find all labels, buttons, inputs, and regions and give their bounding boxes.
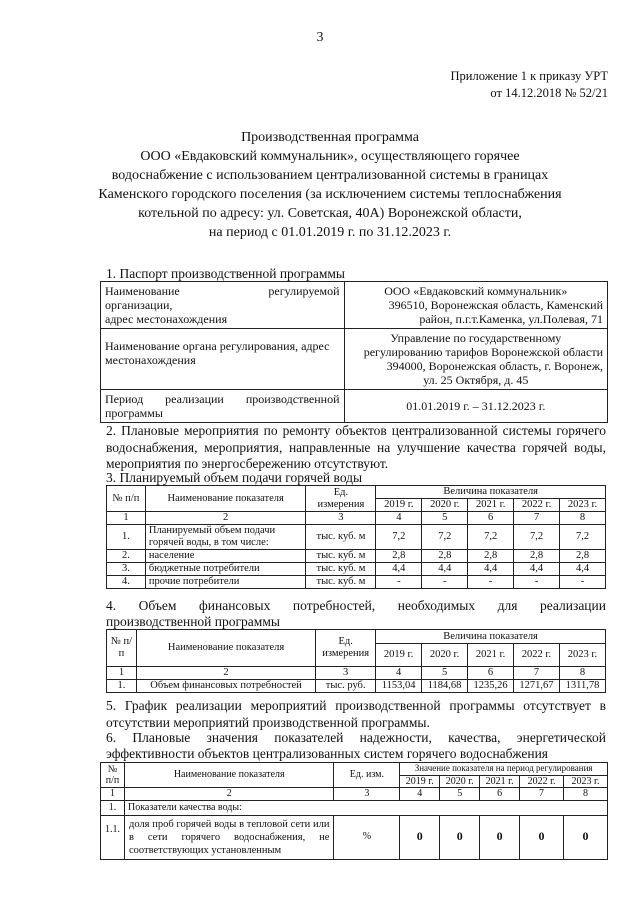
passport-period-label: Период реализации производственной программы [101, 390, 345, 423]
row-value: 0 [564, 815, 608, 859]
row-name: Планируемый объем подачи горячей воды, в том числе: [145, 525, 306, 550]
org-value-line-2: 396510, Воронежская область, Каменский [388, 298, 603, 312]
volume-colnum: 5 [422, 512, 468, 525]
title-line-6: на период с 01.01.2019 г. по 31.12.2023 г. [208, 225, 452, 240]
row-value: - [560, 576, 606, 589]
passport-org-label [101, 282, 345, 329]
row-value: 1311,78 [559, 680, 605, 693]
row-unit: тыс. куб. м [306, 525, 376, 550]
quality-year-2: 2020 г. [440, 775, 480, 788]
quality-table [100, 762, 608, 860]
volume-year-1: 2019 г. [376, 499, 422, 512]
finance-year-2: 2020 г. [422, 644, 468, 667]
quality-group-row [101, 800, 608, 815]
passport-row-organization [101, 282, 608, 329]
row-value: 1271,67 [514, 680, 560, 693]
volume-colnum: 3 [306, 512, 376, 525]
row-value: 1184,68 [422, 680, 468, 693]
row-name: население [145, 550, 306, 563]
regulator-value-line-4: ул. 25 Октября, д. 45 [423, 373, 529, 387]
row-value: 2,8 [560, 550, 606, 563]
section-3-heading: 3. Планируемый объем подачи горячей воды [106, 470, 363, 485]
appendix-reference [451, 68, 609, 102]
row-name: доля проб горячей воды в тепловой сети или в сети горячего водоснабжения, не соответствующих установленным [124, 815, 333, 859]
regulator-value-line-3: 394000, Воронежская область, г. Воронеж, [386, 359, 603, 373]
row-num: 1. [107, 525, 146, 550]
row-value: 0 [480, 815, 520, 859]
volume-year-2: 2020 г. [422, 499, 468, 512]
title-line-3: водоснабжение с использованием централизованной системы в границах [111, 168, 549, 183]
quality-colnum: 2 [124, 788, 333, 801]
passport-period-value: 01.01.2019 г. – 31.12.2023 г. [344, 390, 607, 423]
row-unit: тыс. куб. м [306, 576, 376, 589]
quality-year-4: 2022 г. [520, 775, 564, 788]
table-row [107, 525, 606, 550]
quality-colnum-row [101, 788, 608, 801]
finance-year-3: 2021 г. [468, 644, 514, 667]
volume-colnum: 6 [468, 512, 514, 525]
finance-h-num: № п/п [107, 630, 137, 667]
volume-h-num: № п/п [107, 486, 146, 512]
volume-colnum-row [107, 512, 606, 525]
quality-colnum: 5 [440, 788, 480, 801]
volume-table [106, 485, 606, 589]
finance-table [106, 629, 606, 693]
quality-h-name: Наименование показателя [124, 763, 333, 788]
row-value: 2,8 [514, 550, 560, 563]
volume-h-unit: Ед. измерения [306, 486, 376, 512]
finance-year-4: 2022 г. [514, 644, 560, 667]
row-value: 0 [400, 815, 440, 859]
quality-h-value: Значение показателя на период регулирования [400, 763, 608, 776]
row-value: - [376, 576, 422, 589]
title-line-2: ООО «Евдаковский коммунальник», осуществляющего горячее [140, 149, 520, 164]
finance-colnum: 7 [514, 667, 560, 680]
finance-colnum: 6 [468, 667, 514, 680]
page-number: 3 [316, 30, 324, 45]
row-num: 1.1. [101, 815, 125, 859]
volume-year-3: 2021 г. [468, 499, 514, 512]
row-unit: тыс. руб. [316, 680, 376, 693]
appendix-line-1: Приложение 1 к приказу УРТ [450, 69, 608, 83]
volume-year-5: 2023 г. [560, 499, 606, 512]
passport-regulator-value [344, 329, 607, 390]
finance-colnum: 5 [422, 667, 468, 680]
org-value-line-1: ООО «Евдаковский коммунальник» [384, 284, 568, 298]
row-value: 7,2 [422, 525, 468, 550]
volume-colnum: 4 [376, 512, 422, 525]
section-5-text: 5. График реализации мероприятий производственной программы отсутствует в отсутствии мероприятий производственной программы. [106, 698, 606, 730]
row-value: 7,2 [514, 525, 560, 550]
org-label-line-1: Наименование регулируемой [105, 284, 340, 298]
title-line-4: Каменского городского поселения (за исключением системы теплоснабжения [98, 187, 562, 202]
section-6-heading-line-1: 6. Плановые значения показателей надежности, качества, энергетической [106, 730, 606, 745]
volume-colnum: 2 [145, 512, 306, 525]
finance-year-1: 2019 г. [376, 644, 422, 667]
row-num: 3. [107, 563, 146, 576]
row-value: 4,4 [468, 563, 514, 576]
regulator-value-line-2: регулированию тарифов Воронежской области [363, 345, 603, 359]
table-row [107, 680, 606, 693]
row-value: 7,2 [376, 525, 422, 550]
table-row [107, 563, 606, 576]
row-value: 0 [440, 815, 480, 859]
row-value: 7,2 [560, 525, 606, 550]
volume-colnum: 8 [560, 512, 606, 525]
row-value: 0 [520, 815, 564, 859]
finance-colnum: 1 [107, 667, 137, 680]
finance-h-name: Наименование показателя [136, 630, 315, 667]
finance-colnum: 2 [136, 667, 315, 680]
org-label-line-3: адрес местонахождения [105, 312, 228, 326]
row-value: 2,8 [422, 550, 468, 563]
quality-colnum: 6 [480, 788, 520, 801]
passport-table [100, 281, 608, 423]
finance-h-value: Величина показателя [376, 630, 606, 644]
passport-row-period [101, 390, 608, 423]
row-value: 4,4 [514, 563, 560, 576]
table-row [101, 815, 608, 859]
table-row [107, 576, 606, 589]
finance-header-row-1 [107, 630, 606, 644]
row-value: 7,2 [468, 525, 514, 550]
section-2-text: 2. Плановые мероприятия по ремонту объектов централизованной системы горячего водоснабжения, мероприятия, направленные на улучшение качества горячей воды, мероприятия по энергосбережению отсутствуют. [106, 423, 606, 471]
row-value: - [514, 576, 560, 589]
volume-colnum: 1 [107, 512, 146, 525]
finance-colnum: 8 [559, 667, 605, 680]
finance-colnum: 4 [376, 667, 422, 680]
row-value: 2,8 [468, 550, 514, 563]
quality-h-num: № п/п [101, 763, 125, 788]
finance-colnum: 3 [316, 667, 376, 680]
row-unit: тыс. куб. м [306, 563, 376, 576]
group-num: 1. [101, 800, 125, 815]
volume-h-name: Наименование показателя [145, 486, 306, 512]
finance-year-5: 2023 г. [559, 644, 605, 667]
row-value: - [422, 576, 468, 589]
row-name: Объем финансовых потребностей [136, 680, 315, 693]
title-line-1: Производственная программа [241, 130, 419, 145]
passport-regulator-label: Наименование органа регулирования, адрес местонахождения [101, 329, 345, 390]
group-name: Показатели качества воды: [124, 800, 607, 815]
appendix-line-2: от 14.12.2018 № 52/21 [490, 86, 608, 100]
volume-colnum: 7 [514, 512, 560, 525]
title-line-5: котельной по адресу: ул. Советская, 40А) Воронежской области, [138, 206, 522, 221]
volume-year-4: 2022 г. [514, 499, 560, 512]
org-label-line-2: организации, [105, 298, 173, 312]
quality-h-unit: Ед. изм. [334, 763, 400, 788]
row-value: 1153,04 [376, 680, 422, 693]
quality-colnum: 3 [334, 788, 400, 801]
row-value: 4,4 [560, 563, 606, 576]
row-name: прочие потребители [145, 576, 306, 589]
quality-header-row-1 [101, 763, 608, 776]
row-num: 1. [107, 680, 137, 693]
row-value: 4,4 [376, 563, 422, 576]
quality-year-3: 2021 г. [480, 775, 520, 788]
section-6-heading-line-2: эффективности объектов централизованных систем горячего водоснабжения [106, 746, 548, 761]
volume-h-value: Величина показателя [376, 486, 606, 499]
quality-colnum: 7 [520, 788, 564, 801]
quality-colnum: 1 [101, 788, 125, 801]
section-4-heading-line-1: 4. Объем финансовых потребностей, необходимых для реализации [106, 598, 606, 613]
row-value: 4,4 [422, 563, 468, 576]
row-name: бюджетные потребители [145, 563, 306, 576]
section-1-heading: 1. Паспорт производственной программы [106, 266, 345, 281]
row-unit: % [334, 815, 400, 859]
finance-colnum-row [107, 667, 606, 680]
quality-colnum: 8 [564, 788, 608, 801]
row-value: 2,8 [376, 550, 422, 563]
quality-colnum: 4 [400, 788, 440, 801]
passport-row-regulator [101, 329, 608, 390]
regulator-value-line-1: Управление по государственному [390, 331, 562, 345]
row-value: - [468, 576, 514, 589]
row-value: 1235,26 [468, 680, 514, 693]
org-value-line-3: район, п.г.т.Каменка, ул.Полевая, 71 [419, 312, 603, 326]
section-4-heading-line-2: производственной программы [106, 614, 280, 629]
row-num: 4. [107, 576, 146, 589]
passport-org-value [344, 282, 607, 329]
finance-h-unit: Ед. измерения [316, 630, 376, 667]
volume-header-row-1 [107, 486, 606, 499]
row-num: 2. [107, 550, 146, 563]
row-unit: тыс. куб. м [306, 550, 376, 563]
table-row [107, 550, 606, 563]
quality-year-1: 2019 г. [400, 775, 440, 788]
document-title [60, 128, 600, 242]
quality-year-5: 2023 г. [564, 775, 608, 788]
